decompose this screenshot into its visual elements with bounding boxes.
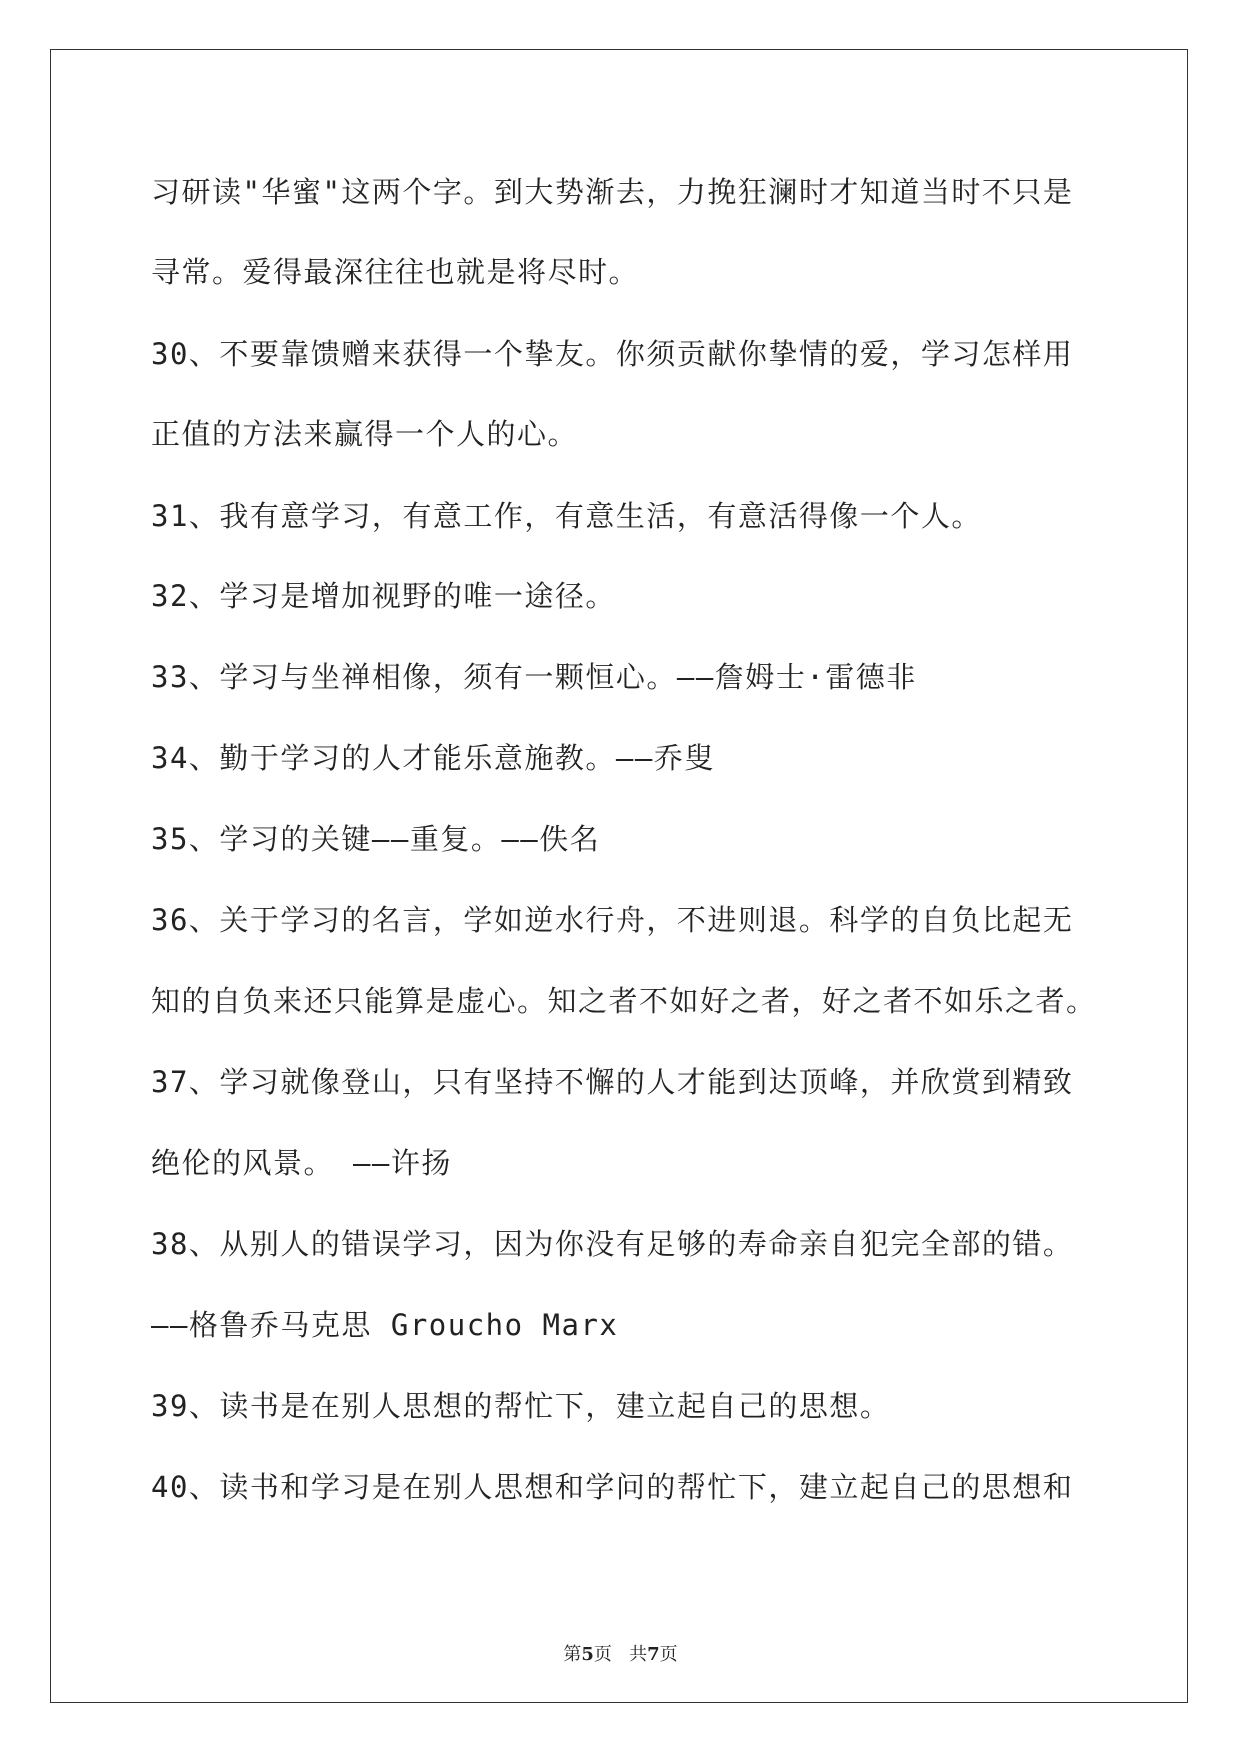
text-line: 34、勤于学习的人才能乐意施教。——乔叟: [151, 741, 715, 775]
text-line: 35、学习的关键——重复。——佚名: [151, 822, 601, 856]
text-line: 知的自负来还只能算是虚心。知之者不如好之者，好之者不如乐之者。: [151, 984, 1097, 1018]
text-line: 36、关于学习的名言，学如逆水行舟，不进则退。科学的自负比起无: [151, 903, 1074, 937]
page-prefix: 第: [563, 1644, 582, 1665]
text-line: 37、学习就像登山，只有坚持不懈的人才能到达顶峰，并欣赏到精致: [151, 1065, 1074, 1099]
text-line: 38、从别人的错误学习，因为你没有足够的寿命亲自犯完全部的错。: [151, 1227, 1074, 1261]
text-line: 40、读书和学习是在别人思想和学问的帮忙下，建立起自己的思想和: [151, 1470, 1074, 1504]
page-border: [50, 49, 1188, 1703]
text-line: 39、读书是在别人思想的帮忙下，建立起自己的思想。: [151, 1389, 891, 1423]
text-line: 31、我有意学习，有意工作，有意生活，有意活得像一个人。: [151, 499, 982, 533]
text-line: 寻常。爱得最深往往也就是将尽时。: [151, 255, 640, 289]
text-line: 正值的方法来赢得一个人的心。: [151, 417, 579, 451]
page-mid: 页 共: [593, 1644, 648, 1665]
page-current: 5: [581, 1644, 594, 1665]
text-line: ——格鲁乔马克思 Groucho Marx: [151, 1308, 619, 1342]
text-line: 32、学习是增加视野的唯一途径。: [151, 579, 616, 613]
text-line: 习研读"华蜜"这两个字。到大势渐去，力挽狂澜时才知道当时不只是: [151, 175, 1074, 209]
text-line: 33、学习与坐禅相像，须有一颗恒心。——詹姆士·雷德非: [151, 660, 917, 694]
text-line: 30、不要靠馈赠来获得一个挚友。你须贡献你挚情的爱，学习怎样用: [151, 337, 1074, 371]
page-footer: [0, 1643, 1241, 1667]
text-line: 绝伦的风景。 ——许扬: [151, 1146, 452, 1180]
page-total: 7: [647, 1644, 660, 1665]
page-suffix: 页: [659, 1644, 678, 1665]
